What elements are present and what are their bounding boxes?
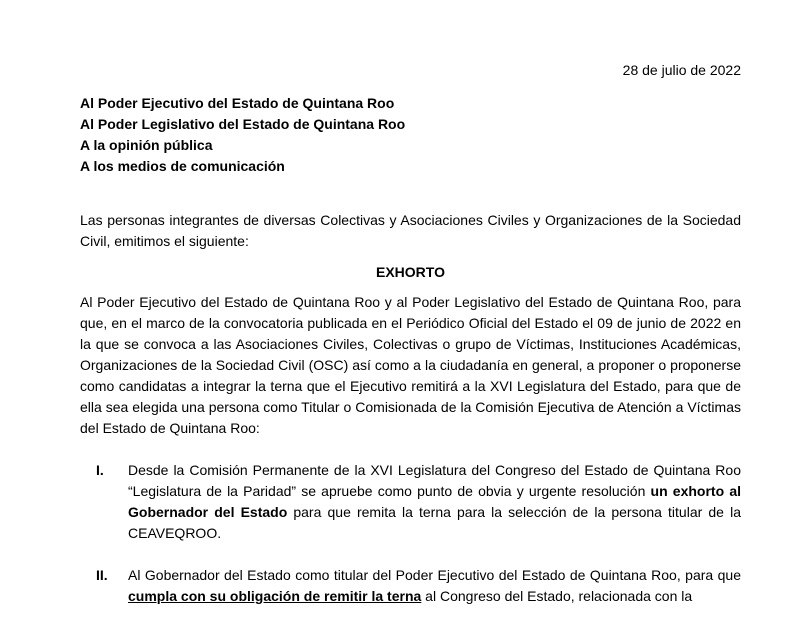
item-number: II. bbox=[96, 567, 108, 583]
list-item bbox=[80, 460, 741, 544]
recipients-block bbox=[80, 93, 741, 177]
item-text-bold: un exhorto al Gobernador del Estado bbox=[128, 483, 741, 520]
body-paragraph: Al Poder Ejecutivo del Estado de Quintana Roo y al Poder Legislativo del Estado de Quintana Roo, para que, en el marco de la convocatoria publicada en el Periódico Oficial del Estado el 09 de junio de 2022 en la que se convoca a las Asociaciones Civiles, Colectivas o grupo de Víctimas, Instituciones Académicas, Organizaciones de la Sociedad Civil (OSC) así como a la ciudadanía en general, a proponer o proponerse como candidatas a integrar la terna que el Ejecutivo remitirá a la XVI Legislatura del Estado, para que de ella sea elegida una persona como Titular o Comisionada de la Comisión Ejecutiva de Atención a Víctimas del Estado de Quintana Roo: bbox=[80, 294, 741, 436]
item-text-start: Al Gobernador del Estado como titular del Poder Ejecutivo del Estado de Quintana Roo, para que bbox=[128, 567, 741, 583]
item-text-start: Desde la Comisión Permanente de la XVI Legislatura del Congreso del Estado de Quintana Roo “Legislatura de la Paridad” se apruebe como punto de obvia y urgente resolución bbox=[128, 462, 741, 499]
list-item bbox=[80, 565, 741, 607]
item-number: I. bbox=[96, 462, 104, 478]
intro-paragraph: Las personas integrantes de diversas Colectivas y Asociaciones Civiles y Organizaciones de la Sociedad Civil, emitimos el siguiente: bbox=[80, 212, 741, 249]
item-text bbox=[128, 565, 741, 607]
item-text-end: al Congreso del Estado, relacionada con la bbox=[421, 588, 693, 604]
points-list bbox=[80, 460, 741, 607]
document-title: EXHORTO bbox=[376, 264, 445, 280]
item-text bbox=[128, 460, 741, 544]
recipient-line: A la opinión pública bbox=[80, 137, 213, 153]
document-page bbox=[80, 60, 741, 628]
item-text-bold: cumpla con su obligación de remitir la terna bbox=[128, 588, 422, 604]
recipient-line: A los medios de comunicación bbox=[80, 158, 285, 174]
recipient-line: Al Poder Ejecutivo del Estado de Quintana Roo bbox=[80, 95, 395, 111]
item-text-end: para que remita la terna para la selección de la persona titular de la CEAVEQROO. bbox=[128, 504, 741, 541]
document-date: 28 de julio de 2022 bbox=[622, 62, 741, 78]
recipient-line: Al Poder Legislativo del Estado de Quintana Roo bbox=[80, 116, 406, 132]
